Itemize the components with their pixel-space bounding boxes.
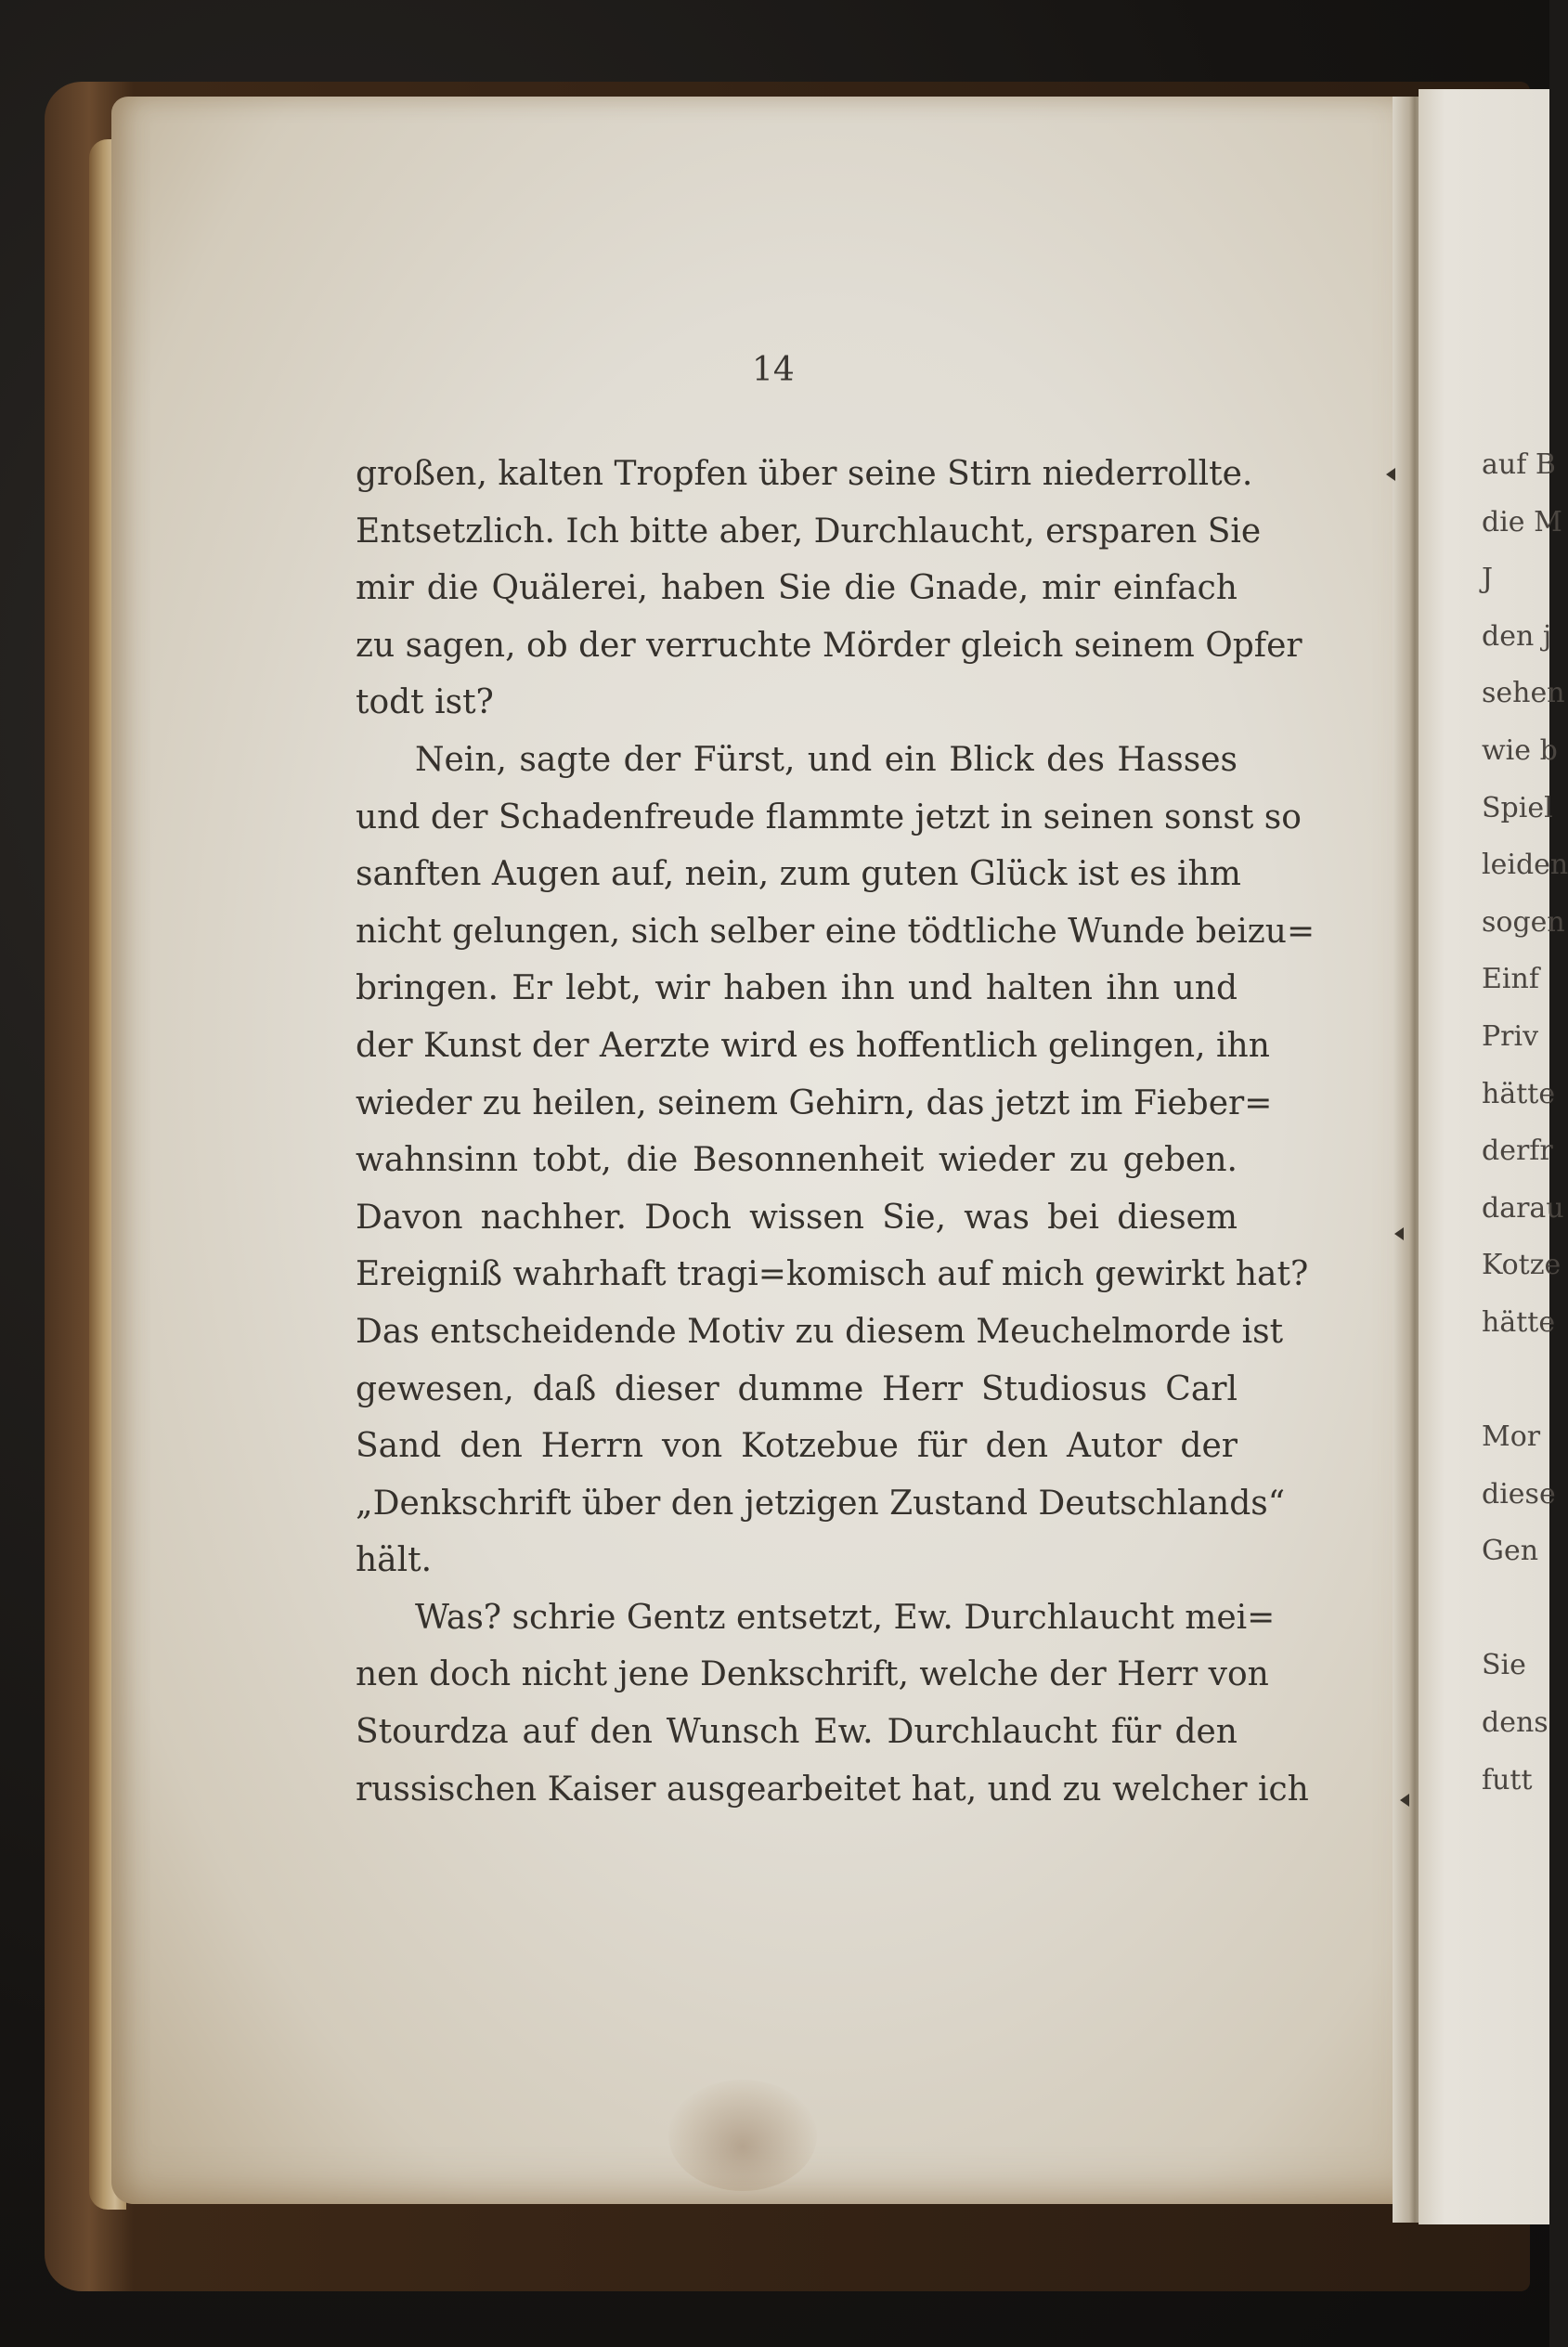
paper-stain	[668, 2080, 817, 2191]
text-line: gewesen, daß dieser dumme Herr Studiosus Carl	[356, 1369, 1238, 1408]
text-line: Stourdza auf den Wunsch Ew. Durchlaucht für den	[356, 1713, 1238, 1752]
facing-fragment: leiden	[1482, 849, 1568, 882]
text-line: russischen Kaiser ausgearbeitet hat, und zu welcher ich	[356, 1770, 1309, 1809]
margin-tick-mark	[1394, 1227, 1404, 1240]
margin-tick-mark	[1386, 468, 1395, 481]
body-text	[356, 446, 1315, 1818]
text-line: sanften Augen auf, nein, zum guten Glück ist es ihm	[356, 855, 1241, 894]
facing-fragment: Mor	[1482, 1420, 1541, 1454]
text-line: „Denkschrift über den jetzigen Zustand Deutschlands“	[356, 1484, 1286, 1523]
text-line: nen doch nicht jene Denkschrift, welche der Herr von	[356, 1655, 1269, 1694]
text-line: zu sagen, ob der verruchte Mörder gleich seinem Opfer	[356, 626, 1302, 665]
facing-fragment: Spiel	[1482, 791, 1553, 824]
text-line: Ereigniß wahrhaft tragi=komisch auf mich gewirkt hat?	[356, 1255, 1309, 1294]
text-line: wieder zu heilen, seinem Gehirn, das jetzt im Fieber=	[356, 1083, 1273, 1122]
text-line: Nein, sagte der Fürst, und ein Blick des Hasses	[415, 740, 1238, 779]
facing-fragment: hätte	[1482, 1305, 1556, 1339]
facing-fragment: futt	[1482, 1763, 1533, 1796]
text-line: todt ist?	[356, 683, 494, 722]
facing-fragment: sehen	[1482, 677, 1565, 710]
text-line: Was? schrie Gentz entsetzt, Ew. Durchlaucht mei=	[415, 1598, 1276, 1637]
facing-fragment: darau	[1482, 1191, 1564, 1225]
facing-fragment: Einf	[1482, 963, 1539, 996]
text-line: Das entscheidende Motiv zu diesem Meuchelmorde ist	[356, 1312, 1284, 1351]
facing-fragment: Kotze	[1482, 1249, 1562, 1282]
facing-fragment: hätte	[1482, 1077, 1556, 1110]
facing-page-text	[1482, 436, 1568, 1809]
text-line: großen, kalten Tropfen über seine Stirn niederrollte.	[356, 455, 1253, 493]
facing-fragment	[1482, 1580, 1549, 1638]
facing-fragment: Sie	[1482, 1649, 1526, 1682]
facing-fragment: J	[1482, 563, 1494, 596]
facing-fragment: Gen	[1482, 1535, 1539, 1568]
facing-fragment: auf B	[1482, 448, 1556, 481]
text-line: der Kunst der Aerzte wird es hoffentlich gelingen, ihn	[356, 1026, 1270, 1065]
text-line: nicht gelungen, sich selber eine tödtliche Wunde beizu=	[356, 912, 1315, 951]
facing-fragment: die M	[1482, 505, 1562, 538]
text-line: bringen. Er lebt, wir haben ihn und halten ihn und	[356, 969, 1238, 1008]
text-line: mir die Quälerei, haben Sie die Gnade, mir einfach	[356, 569, 1238, 608]
text-line: wahnsinn tobt, die Besonnenheit wieder zu geben.	[356, 1141, 1238, 1180]
facing-fragment: sogen	[1482, 905, 1565, 939]
facing-fragment: derfr	[1482, 1135, 1553, 1168]
page-number: 14	[752, 351, 795, 389]
facing-fragment: dens	[1482, 1706, 1549, 1740]
facing-fragment: wie b	[1482, 733, 1558, 767]
facing-fragment	[1482, 1352, 1549, 1409]
text-line: Entsetzlich. Ich bitte aber, Durchlaucht, ersparen Sie	[356, 512, 1262, 551]
text-line: hält.	[356, 1541, 433, 1580]
facing-fragment: den j	[1482, 619, 1552, 653]
text-line: und der Schadenfreude flammte jetzt in seinen sonst so	[356, 797, 1302, 836]
text-line: Sand den Herrn von Kotzebue für den Autor der	[356, 1427, 1238, 1466]
text-line: Davon nachher. Doch wissen Sie, was bei diesem	[356, 1198, 1238, 1237]
margin-tick-mark	[1400, 1794, 1409, 1807]
facing-fragment: Priv	[1482, 1019, 1539, 1053]
facing-fragment: diese	[1482, 1477, 1556, 1511]
